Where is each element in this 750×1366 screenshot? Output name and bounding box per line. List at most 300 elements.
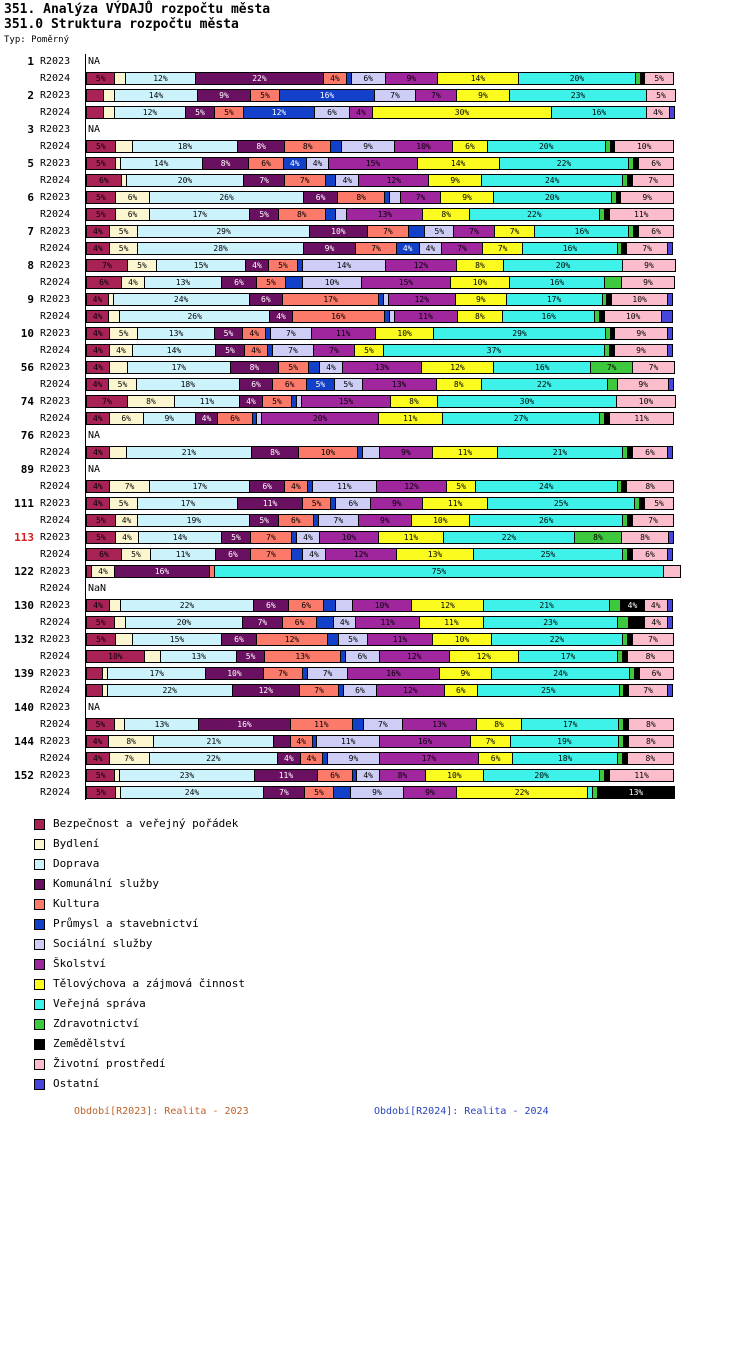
bar-segment[interactable]: 6%: [632, 548, 668, 561]
bar-segment[interactable]: 5%: [249, 514, 279, 527]
bar-segment[interactable]: 7%: [590, 361, 633, 374]
bar-segment[interactable]: 7%: [242, 616, 283, 629]
bar-segment[interactable]: 6%: [278, 514, 314, 527]
bar-segment[interactable]: 6%: [303, 191, 339, 204]
bar-segment[interactable]: [667, 293, 673, 306]
bar-segment[interactable]: 10%: [394, 140, 453, 153]
bar-segment[interactable]: 11%: [237, 497, 302, 510]
bar-segment[interactable]: [316, 616, 334, 629]
bar-segment[interactable]: [115, 633, 133, 646]
bar-segment[interactable]: 22%: [120, 599, 253, 612]
bar-segment[interactable]: 5%: [86, 208, 116, 221]
bar-segment[interactable]: 5%: [86, 140, 116, 153]
legend-item[interactable]: [34, 834, 750, 854]
bar-segment[interactable]: 4%: [91, 565, 115, 578]
bar-segment[interactable]: 5%: [109, 497, 139, 510]
bar-segment[interactable]: 11%: [609, 412, 674, 425]
bar-segment[interactable]: 7%: [626, 242, 668, 255]
bar-segment[interactable]: 14%: [114, 89, 198, 102]
bar-segment[interactable]: 10%: [614, 140, 673, 153]
bar-segment[interactable]: 6%: [335, 497, 371, 510]
bar-segment[interactable]: 4%: [277, 752, 301, 765]
bar-segment[interactable]: 5%: [86, 191, 116, 204]
bar-segment[interactable]: 9%: [143, 412, 196, 425]
bar-segment[interactable]: 14%: [120, 157, 203, 170]
bar-segment[interactable]: 7%: [482, 242, 524, 255]
bar-segment[interactable]: 11%: [290, 718, 353, 731]
bar-segment[interactable]: 4%: [86, 480, 110, 493]
bar-segment[interactable]: [86, 106, 104, 119]
bar-segment[interactable]: 5%: [250, 89, 280, 102]
bar-segment[interactable]: 26%: [469, 514, 623, 527]
bar-segment[interactable]: 4%: [620, 599, 644, 612]
bar-segment[interactable]: 11%: [311, 327, 376, 340]
bar-segment[interactable]: 10%: [205, 667, 263, 680]
bar-segment[interactable]: 14%: [417, 157, 500, 170]
stacked-bar[interactable]: [86, 412, 686, 425]
bar-segment[interactable]: 6%: [345, 650, 380, 663]
bar-segment[interactable]: 8%: [627, 752, 674, 765]
stacked-bar[interactable]: [86, 497, 686, 510]
bar-segment[interactable]: 7%: [299, 684, 339, 697]
bar-segment[interactable]: 5%: [86, 633, 116, 646]
stacked-bar[interactable]: [86, 174, 686, 187]
bar-segment[interactable]: 17%: [137, 497, 238, 510]
bar-segment[interactable]: 22%: [481, 378, 608, 391]
bar-segment[interactable]: 6%: [86, 548, 122, 561]
bar-segment[interactable]: 5%: [215, 344, 245, 357]
bar-segment[interactable]: 24%: [475, 480, 618, 493]
bar-segment[interactable]: [667, 242, 673, 255]
bar-segment[interactable]: [663, 565, 681, 578]
bar-segment[interactable]: 5%: [268, 259, 298, 272]
bar-segment[interactable]: 6%: [478, 752, 513, 765]
bar-segment[interactable]: 4%: [86, 327, 110, 340]
bar-segment[interactable]: 28%: [137, 242, 303, 255]
bar-segment[interactable]: 18%: [512, 752, 618, 765]
legend-item[interactable]: [34, 814, 750, 834]
bar-segment[interactable]: 15%: [328, 157, 417, 170]
bar-segment[interactable]: 4%: [284, 480, 308, 493]
stacked-bar[interactable]: [86, 310, 686, 323]
bar-segment[interactable]: 21%: [126, 446, 252, 459]
bar-segment[interactable]: 9%: [439, 667, 491, 680]
bar-segment[interactable]: 11%: [432, 446, 498, 459]
bar-segment[interactable]: 7%: [318, 514, 360, 527]
bar-segment[interactable]: 12%: [376, 684, 445, 697]
bar-segment[interactable]: [109, 361, 127, 374]
bar-segment[interactable]: 4%: [86, 361, 110, 374]
bar-segment[interactable]: 5%: [302, 497, 332, 510]
bar-segment[interactable]: 24%: [481, 174, 624, 187]
bar-segment[interactable]: 29%: [433, 327, 605, 340]
bar-segment[interactable]: 5%: [86, 718, 115, 731]
bar-segment[interactable]: 20%: [503, 259, 623, 272]
bar-segment[interactable]: [668, 378, 674, 391]
bar-segment[interactable]: 11%: [609, 769, 674, 782]
bar-segment[interactable]: 24%: [113, 293, 250, 306]
bar-segment[interactable]: 20%: [487, 140, 606, 153]
bar-segment[interactable]: 5%: [109, 225, 139, 238]
bar-segment[interactable]: 8%: [628, 718, 674, 731]
bar-segment[interactable]: 13%: [402, 718, 477, 731]
bar-segment[interactable]: 4%: [115, 531, 139, 544]
bar-segment[interactable]: 6%: [317, 769, 352, 782]
bar-segment[interactable]: [667, 616, 673, 629]
bar-segment[interactable]: 5%: [338, 633, 368, 646]
bar-segment[interactable]: 7%: [86, 259, 128, 272]
bar-segment[interactable]: 4%: [86, 599, 110, 612]
bar-segment[interactable]: 16%: [551, 106, 647, 119]
bar-segment[interactable]: 17%: [127, 361, 231, 374]
legend-item[interactable]: [34, 934, 750, 954]
bar-segment[interactable]: 16%: [279, 89, 375, 102]
bar-segment[interactable]: 12%: [411, 599, 484, 612]
stacked-bar[interactable]: [86, 157, 686, 170]
bar-segment[interactable]: 4%: [86, 378, 109, 391]
bar-segment[interactable]: 4%: [644, 599, 668, 612]
stacked-bar[interactable]: [86, 208, 686, 221]
bar-segment[interactable]: 30%: [372, 106, 552, 119]
bar-segment[interactable]: 4%: [644, 616, 668, 629]
stacked-bar[interactable]: [86, 276, 686, 289]
bar-segment[interactable]: 22%: [456, 786, 588, 799]
bar-segment[interactable]: 8%: [626, 480, 674, 493]
bar-segment[interactable]: 25%: [487, 497, 636, 510]
bar-segment[interactable]: 15%: [361, 276, 451, 289]
bar-segment[interactable]: 20%: [493, 191, 612, 204]
bar-segment[interactable]: 14%: [138, 531, 222, 544]
bar-segment[interactable]: [86, 89, 104, 102]
bar-segment[interactable]: 8%: [476, 718, 522, 731]
bar-segment[interactable]: 6%: [249, 480, 285, 493]
stacked-bar[interactable]: [86, 752, 686, 765]
stacked-bar[interactable]: [86, 718, 686, 731]
bar-segment[interactable]: 4%: [86, 735, 109, 748]
legend-item[interactable]: [34, 1074, 750, 1094]
bar-segment[interactable]: [408, 225, 426, 238]
bar-segment[interactable]: 22%: [499, 157, 630, 170]
bar-segment[interactable]: 4%: [86, 344, 110, 357]
bar-segment[interactable]: [335, 599, 353, 612]
bar-segment[interactable]: 5%: [86, 157, 116, 170]
bar-segment[interactable]: 7%: [250, 548, 292, 561]
bar-segment[interactable]: 4%: [283, 157, 307, 170]
stacked-bar[interactable]: [86, 480, 686, 493]
bar-segment[interactable]: 9%: [385, 72, 438, 85]
bar-segment[interactable]: 6%: [444, 684, 478, 697]
bar-segment[interactable]: 8%: [627, 650, 674, 663]
bar-segment[interactable]: 7%: [441, 242, 483, 255]
bar-segment[interactable]: 8%: [457, 310, 504, 323]
bar-segment[interactable]: 11%: [312, 480, 377, 493]
stacked-bar[interactable]: [86, 650, 686, 663]
bar-segment[interactable]: 16%: [379, 735, 471, 748]
bar-segment[interactable]: 22%: [491, 633, 623, 646]
bar-segment[interactable]: 14%: [132, 344, 216, 357]
stacked-bar[interactable]: [86, 616, 686, 629]
bar-segment[interactable]: 4%: [419, 242, 443, 255]
bar-segment[interactable]: 20%: [126, 174, 245, 187]
bar-segment[interactable]: 8%: [337, 191, 385, 204]
stacked-bar[interactable]: [86, 735, 686, 748]
bar-segment[interactable]: 12%: [358, 174, 429, 187]
bar-segment[interactable]: 5%: [304, 786, 334, 799]
bar-segment[interactable]: 6%: [314, 106, 350, 119]
stacked-bar[interactable]: [86, 106, 686, 119]
bar-segment[interactable]: 4%: [86, 412, 110, 425]
stacked-bar[interactable]: [86, 599, 686, 612]
bar-segment[interactable]: 13%: [137, 327, 214, 340]
bar-segment[interactable]: 5%: [127, 259, 157, 272]
bar-segment[interactable]: 6%: [215, 548, 251, 561]
bar-segment[interactable]: 24%: [491, 667, 631, 680]
stacked-bar[interactable]: [86, 395, 686, 408]
bar-segment[interactable]: 16%: [522, 242, 617, 255]
bar-segment[interactable]: 22%: [107, 684, 233, 697]
bar-segment[interactable]: 5%: [214, 106, 244, 119]
bar-segment[interactable]: 7%: [363, 718, 403, 731]
bar-segment[interactable]: 4%: [239, 395, 263, 408]
bar-segment[interactable]: 8%: [127, 395, 175, 408]
bar-segment[interactable]: 11%: [378, 412, 443, 425]
stacked-bar[interactable]: [86, 446, 686, 459]
bar-segment[interactable]: 7%: [109, 752, 150, 765]
bar-segment[interactable]: 17%: [521, 718, 619, 731]
bar-segment[interactable]: 9%: [350, 786, 404, 799]
bar-segment[interactable]: 6%: [452, 140, 488, 153]
bar-segment[interactable]: 20%: [125, 616, 243, 629]
stacked-bar[interactable]: [86, 89, 686, 102]
bar-segment[interactable]: 5%: [306, 378, 335, 391]
bar-segment[interactable]: 12%: [388, 293, 457, 306]
bar-segment[interactable]: 6%: [351, 72, 386, 85]
bar-segment[interactable]: 6%: [115, 191, 151, 204]
bar-segment[interactable]: 4%: [333, 616, 357, 629]
bar-segment[interactable]: 17%: [149, 208, 250, 221]
bar-segment[interactable]: [273, 735, 290, 748]
bar-segment[interactable]: 10%: [309, 225, 368, 238]
bar-segment[interactable]: 12%: [379, 650, 450, 663]
bar-segment[interactable]: 7%: [632, 633, 674, 646]
legend-item[interactable]: [34, 954, 750, 974]
bar-segment[interactable]: 11%: [422, 497, 487, 510]
bar-segment[interactable]: 5%: [86, 616, 115, 629]
bar-segment[interactable]: 24%: [120, 786, 264, 799]
stacked-bar[interactable]: [86, 633, 686, 646]
bar-segment[interactable]: [668, 531, 674, 544]
bar-segment[interactable]: 4%: [86, 497, 110, 510]
legend-item[interactable]: [34, 1054, 750, 1074]
bar-segment[interactable]: 4%: [86, 446, 110, 459]
stacked-bar[interactable]: [86, 293, 686, 306]
bar-segment[interactable]: 19%: [510, 735, 620, 748]
bar-segment[interactable]: [604, 276, 622, 289]
bar-segment[interactable]: 7%: [263, 667, 304, 680]
bar-segment[interactable]: 7%: [109, 480, 151, 493]
bar-segment[interactable]: 13%: [342, 361, 422, 374]
bar-segment[interactable]: 13%: [124, 718, 199, 731]
stacked-bar[interactable]: [86, 684, 686, 697]
bar-segment[interactable]: 6%: [248, 157, 284, 170]
bar-segment[interactable]: 29%: [137, 225, 309, 238]
stacked-bar[interactable]: [86, 378, 686, 391]
bar-segment[interactable]: 12%: [256, 633, 328, 646]
legend-item[interactable]: [34, 874, 750, 894]
bar-segment[interactable]: 9%: [455, 293, 506, 306]
bar-segment[interactable]: 4%: [269, 310, 292, 323]
bar-segment[interactable]: 12%: [385, 259, 457, 272]
bar-segment[interactable]: 4%: [109, 344, 133, 357]
stacked-bar[interactable]: [86, 361, 686, 374]
bar-segment[interactable]: 13%: [597, 786, 675, 799]
bar-segment[interactable]: 6%: [639, 667, 674, 680]
bar-segment[interactable]: 7%: [272, 344, 314, 357]
bar-segment[interactable]: 8%: [251, 446, 299, 459]
bar-segment[interactable]: 16%: [493, 361, 591, 374]
bar-segment[interactable]: 7%: [270, 327, 312, 340]
bar-segment[interactable]: [667, 327, 673, 340]
bar-segment[interactable]: 12%: [421, 361, 494, 374]
bar-segment[interactable]: 17%: [149, 480, 250, 493]
bar-segment[interactable]: 16%: [509, 276, 605, 289]
bar-segment[interactable]: 4%: [195, 412, 219, 425]
bar-segment[interactable]: 15%: [301, 395, 391, 408]
bar-segment[interactable]: 15%: [156, 259, 246, 272]
bar-segment[interactable]: [661, 310, 673, 323]
legend-item[interactable]: [34, 854, 750, 874]
bar-segment[interactable]: 30%: [437, 395, 617, 408]
bar-segment[interactable]: [667, 344, 673, 357]
bar-segment[interactable]: 19%: [137, 514, 250, 527]
bar-segment[interactable]: 75%: [214, 565, 664, 578]
bar-segment[interactable]: 4%: [242, 327, 266, 340]
bar-segment[interactable]: 7%: [355, 242, 397, 255]
stacked-bar[interactable]: [86, 72, 686, 85]
bar-segment[interactable]: 22%: [149, 752, 278, 765]
bar-segment[interactable]: 21%: [153, 735, 274, 748]
bar-segment[interactable]: 8%: [202, 157, 250, 170]
bar-segment[interactable]: 16%: [114, 565, 210, 578]
bar-segment[interactable]: 4%: [300, 752, 324, 765]
bar-segment[interactable]: 11%: [419, 616, 484, 629]
bar-segment[interactable]: 8%: [422, 208, 470, 221]
bar-segment[interactable]: 4%: [306, 157, 330, 170]
bar-segment[interactable]: 6%: [253, 599, 289, 612]
bar-segment[interactable]: 8%: [436, 378, 482, 391]
bar-segment[interactable]: 8%: [108, 735, 154, 748]
bar-segment[interactable]: [86, 684, 103, 697]
bar-segment[interactable]: 6%: [249, 293, 283, 306]
bar-segment[interactable]: 6%: [86, 276, 122, 289]
bar-segment[interactable]: 8%: [237, 140, 285, 153]
bar-segment[interactable]: 18%: [132, 140, 239, 153]
bar-segment[interactable]: 7%: [263, 786, 305, 799]
bar-segment[interactable]: 7%: [243, 174, 285, 187]
bar-segment[interactable]: 17%: [282, 293, 379, 306]
bar-segment[interactable]: 11%: [367, 633, 433, 646]
bar-segment[interactable]: 4%: [290, 735, 313, 748]
bar-segment[interactable]: 9%: [440, 191, 493, 204]
bar-segment[interactable]: 10%: [616, 395, 676, 408]
bar-segment[interactable]: 17%: [518, 650, 618, 663]
bar-segment[interactable]: 11%: [609, 208, 674, 221]
bar-segment[interactable]: 12%: [114, 106, 186, 119]
stacked-bar[interactable]: [86, 531, 686, 544]
bar-segment[interactable]: 4%: [86, 242, 110, 255]
bar-segment[interactable]: 16%: [347, 667, 440, 680]
bar-segment[interactable]: 17%: [107, 667, 206, 680]
bar-segment[interactable]: 14%: [437, 72, 519, 85]
bar-segment[interactable]: 4%: [335, 174, 359, 187]
bar-segment[interactable]: 4%: [349, 106, 373, 119]
stacked-bar[interactable]: [86, 140, 686, 153]
stacked-bar[interactable]: [86, 548, 686, 561]
bar-segment[interactable]: 11%: [150, 548, 216, 561]
bar-segment[interactable]: [333, 786, 351, 799]
bar-segment[interactable]: 7%: [86, 395, 128, 408]
bar-segment[interactable]: 18%: [136, 378, 240, 391]
stacked-bar[interactable]: [86, 514, 686, 527]
bar-segment[interactable]: 4%: [319, 361, 343, 374]
bar-segment[interactable]: 4%: [115, 514, 139, 527]
bar-segment[interactable]: 4%: [396, 242, 420, 255]
bar-segment[interactable]: 17%: [506, 293, 603, 306]
bar-segment[interactable]: 9%: [327, 752, 380, 765]
stacked-bar[interactable]: [86, 327, 686, 340]
bar-segment[interactable]: 5%: [334, 378, 363, 391]
bar-segment[interactable]: 5%: [262, 395, 292, 408]
bar-segment[interactable]: 7%: [415, 89, 457, 102]
bar-segment[interactable]: 21%: [497, 446, 623, 459]
bar-segment[interactable]: 9%: [614, 327, 667, 340]
bar-segment[interactable]: 5%: [86, 72, 115, 85]
bar-segment[interactable]: 5%: [185, 106, 215, 119]
bar-segment[interactable]: 11%: [394, 310, 458, 323]
bar-segment[interactable]: 5%: [214, 327, 244, 340]
bar-segment[interactable]: 7%: [453, 225, 495, 238]
bar-segment[interactable]: 4%: [296, 531, 320, 544]
bar-segment[interactable]: [669, 106, 675, 119]
bar-segment[interactable]: 12%: [243, 106, 315, 119]
bar-segment[interactable]: 20%: [518, 72, 636, 85]
bar-segment[interactable]: 13%: [144, 276, 222, 289]
bar-segment[interactable]: 16%: [292, 310, 385, 323]
bar-segment[interactable]: 9%: [621, 276, 675, 289]
bar-segment[interactable]: [667, 684, 673, 697]
bar-segment[interactable]: 8%: [574, 531, 622, 544]
bar-segment[interactable]: 7%: [628, 684, 668, 697]
bar-segment[interactable]: 13%: [264, 650, 340, 663]
bar-segment[interactable]: 11%: [316, 735, 379, 748]
bar-segment[interactable]: 10%: [298, 446, 358, 459]
bar-segment[interactable]: 7%: [632, 174, 674, 187]
bar-segment[interactable]: 14%: [302, 259, 386, 272]
bar-segment[interactable]: 5%: [644, 72, 673, 85]
stacked-bar[interactable]: [86, 344, 686, 357]
bar-segment[interactable]: 20%: [483, 769, 601, 782]
bar-segment[interactable]: 16%: [502, 310, 595, 323]
bar-segment[interactable]: 5%: [86, 514, 116, 527]
legend-item[interactable]: [34, 1014, 750, 1034]
bar-segment[interactable]: 7%: [632, 361, 675, 374]
bar-segment[interactable]: 6%: [217, 412, 252, 425]
bar-segment[interactable]: 8%: [230, 361, 279, 374]
bar-segment[interactable]: 6%: [239, 378, 274, 391]
bar-segment[interactable]: 6%: [638, 157, 674, 170]
bar-segment[interactable]: 5%: [278, 361, 309, 374]
bar-segment[interactable]: 10%: [352, 599, 413, 612]
